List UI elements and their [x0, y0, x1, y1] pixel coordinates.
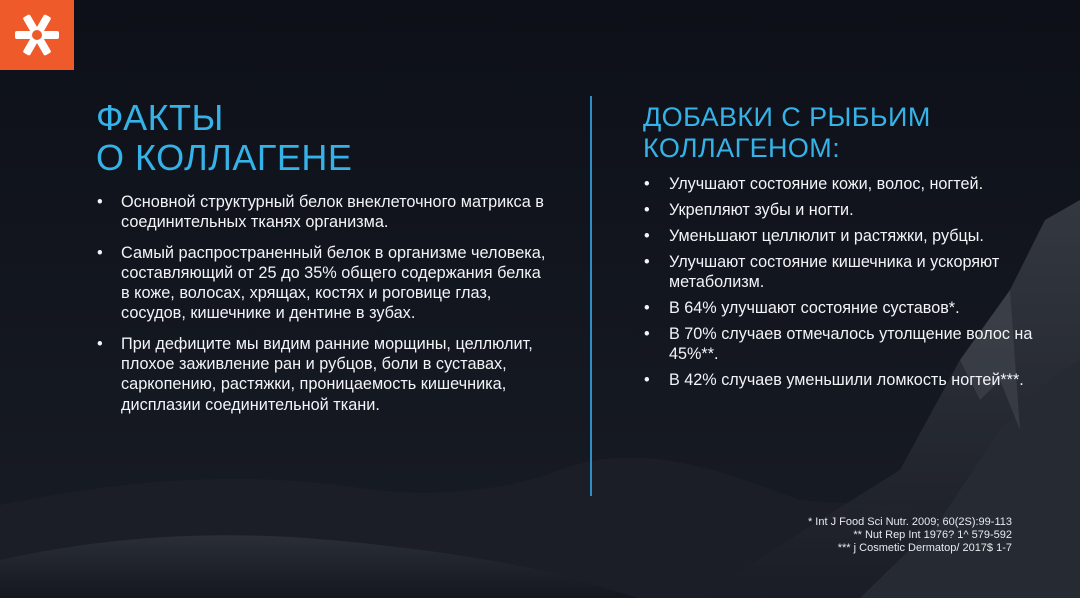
title-line-1: ДОБАВКИ С РЫБЬИМ — [643, 102, 931, 132]
fish-collagen-supplements-section — [643, 102, 1043, 396]
snowflake-logo-icon — [11, 9, 63, 61]
reference-line: ** Nut Rep Int 1976? 1^ 579-592 — [853, 529, 1012, 541]
list-item-text: Укрепляют зубы и ногти. — [669, 201, 854, 219]
benefits-list — [643, 174, 1043, 390]
collagen-facts-title — [96, 98, 546, 178]
title-line-2: О КОЛЛАГЕНЕ — [96, 137, 353, 178]
bullet-icon: • — [644, 371, 650, 389]
list-item — [643, 174, 1043, 194]
list-item — [96, 243, 546, 324]
bullet-icon: • — [97, 243, 103, 262]
bullet-icon: • — [644, 299, 650, 317]
list-item-text: Улучшают состояние кожи, волос, ногтей. — [669, 175, 984, 193]
reference-line: *** j Cosmetic Dermatop/ 2017$ 1-7 — [837, 542, 1012, 554]
bullet-icon: • — [644, 175, 650, 193]
facts-list — [96, 192, 546, 415]
bullet-icon: • — [644, 325, 650, 343]
collagen-facts-section — [96, 98, 546, 425]
list-item-text: При дефиците мы видим ранние морщины, целлюлит, плохое заживление ран и рубцов, боли в суставах, саркопению, растяжки, проницаемость кишечника, дисплазии соединительной ткани. — [121, 334, 533, 414]
list-item-text: В 64% улучшают состояние суставов*. — [669, 299, 960, 317]
bullet-icon: • — [644, 201, 650, 219]
list-item — [643, 226, 1043, 246]
list-item — [643, 298, 1043, 318]
list-item — [643, 324, 1043, 364]
reference-line: * Int J Food Sci Nutr. 2009; 60(2S):99-113 — [807, 516, 1012, 528]
bullet-icon: • — [644, 253, 650, 271]
list-item-text: В 42% случаев уменьшили ломкость ногтей***. — [669, 371, 1024, 389]
list-item — [96, 192, 546, 233]
column-divider — [590, 96, 592, 496]
brand-logo — [0, 0, 74, 70]
references-footnotes — [808, 516, 1012, 555]
bullet-icon: • — [97, 193, 103, 211]
bullet-icon: • — [644, 227, 650, 245]
list-item-text: Улучшают состояние кишечника и ускоряют метаболизм. — [669, 253, 1000, 291]
bullet-icon: • — [97, 334, 103, 353]
list-item — [643, 370, 1043, 390]
list-item — [643, 252, 1043, 292]
title-line-2: КОЛЛАГЕНОМ: — [643, 133, 841, 163]
list-item-text: Основной структурный белок внеклеточного матрикса в соединительных тканях организма. — [121, 193, 544, 232]
list-item — [643, 200, 1043, 220]
list-item — [96, 334, 546, 415]
list-item-text: Уменьшают целлюлит и растяжки, рубцы. — [669, 227, 984, 245]
supplements-title — [643, 102, 1043, 164]
title-line-1: ФАКТЫ — [96, 97, 224, 138]
list-item-text: В 70% случаев отмечалось утолщение волос на 45%**. — [669, 325, 1033, 363]
list-item-text: Самый распространенный белок в организме человека, составляющий от 25 до 35% общего содержания белка в коже, волосах, хрящах, костях и роговице глаз, сосудов, кишечнике и дентине в зубах. — [121, 243, 546, 323]
